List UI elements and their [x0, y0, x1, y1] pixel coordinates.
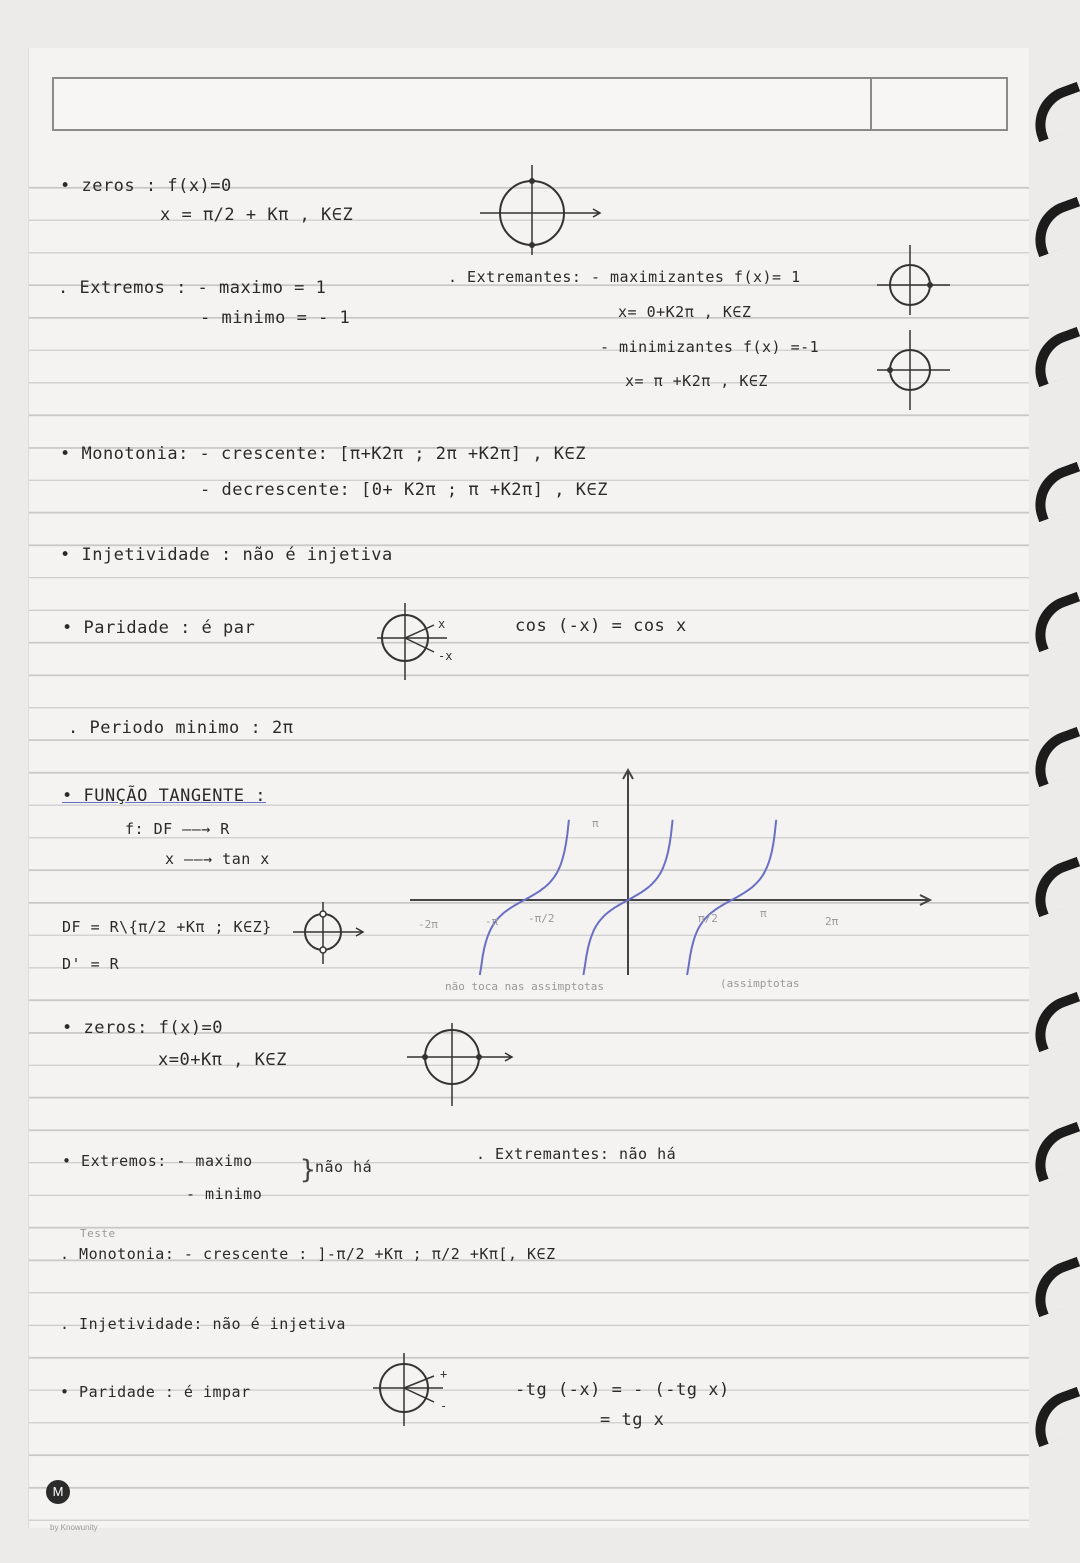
binder-ring: [1024, 1122, 1080, 1182]
tangente-monotonia: . Monotonia: - crescente : ]-π/2 +Kπ ; π/2 +Kπ[, K∈Z: [60, 1245, 556, 1263]
tangente-zeros-title: • zeros: f(x)=0: [62, 1018, 224, 1038]
binder-ring: [1024, 1257, 1080, 1317]
binder-ring: [1024, 327, 1080, 387]
paridade: • Paridade : é par: [62, 618, 256, 638]
extremos-title: . Extremos : - maximo = 1: [58, 278, 327, 298]
label-neg-pi: -π: [485, 915, 499, 928]
unit-circle-paridade: [372, 600, 482, 685]
label-half-pi: π/2: [698, 912, 718, 925]
paridade-equation: cos (-x) = cos x: [515, 616, 687, 636]
binder-ring: [1024, 857, 1080, 917]
tangent-graph: [400, 765, 940, 995]
binder-ring: [1024, 592, 1080, 652]
sign-minus: -: [440, 1399, 448, 1413]
tangente-title: • FUNÇÃO TANGENTE :: [62, 786, 266, 806]
unit-circle-min: [872, 325, 952, 415]
tangente-map-line2: x ——→ tan x: [165, 850, 270, 868]
extremantes-min-eq: x= π +K2π , K∈Z: [625, 372, 768, 390]
note-asymptotes: (assimptotas: [720, 977, 800, 990]
sign-plus: +: [440, 1367, 448, 1381]
label-neg-half-pi: -π/2: [528, 912, 555, 925]
brace: }: [300, 1155, 317, 1185]
unit-circle-max: [872, 240, 952, 320]
tangente-paridade: • Paridade : é impar: [60, 1383, 251, 1401]
tangente-paridade-eq1: -tg (-x) = - (-tg x): [515, 1380, 730, 1400]
zeros-title: • zeros : f(x)=0: [60, 176, 232, 196]
teste-note: Teste: [80, 1227, 116, 1240]
header-divider: [870, 77, 872, 131]
binder-ring: [1024, 1387, 1080, 1447]
binder-ring: [1024, 727, 1080, 787]
tangente-zeros-eq: x=0+Kπ , K∈Z: [158, 1050, 287, 1070]
periodo-minimo: . Periodo minimo : 2π: [68, 718, 294, 738]
logo-caption: by Knowunity: [50, 1523, 98, 1532]
angle-neg-x-label: -x: [438, 649, 453, 663]
binder-ring: [1024, 992, 1080, 1052]
injetividade: • Injetividade : não é injetiva: [60, 545, 393, 565]
binder-ring: [1024, 197, 1080, 257]
unit-circle-tan-paridade: [368, 1350, 478, 1430]
header-box: [52, 77, 1008, 131]
tangent-branch: [687, 820, 776, 975]
tangente-domain: DF = R\{π/2 +Kπ ; K∈Z}: [62, 918, 272, 936]
zeros-equation: x = π/2 + Kπ , K∈Z: [160, 205, 354, 225]
tangente-extremantes: . Extremantes: não há: [476, 1145, 677, 1163]
extremos-min: - minimo = - 1: [200, 308, 351, 328]
extremantes-max-eq: x= 0+K2π , K∈Z: [618, 303, 752, 321]
extremantes-min: - minimizantes f(x) =-1: [600, 338, 820, 356]
monotonia-title: • Monotonia: - crescente: [π+K2π ; 2π +K2π] , K∈Z: [60, 444, 587, 464]
label-2pi: 2π: [825, 915, 839, 928]
binder-ring: [1024, 82, 1080, 142]
angle-x-label: x: [438, 617, 446, 631]
tangente-map-line1: f: DF ——→ R: [125, 820, 230, 838]
tangente-extremos-result: não há: [315, 1158, 373, 1176]
label-pi-top: π: [592, 817, 599, 830]
extremantes-title: . Extremantes: - maximizantes f(x)= 1: [448, 268, 801, 286]
tangente-extremos-title: • Extremos: - maximo: [62, 1152, 253, 1170]
tangente-paridade-eq2: = tg x: [600, 1410, 665, 1430]
tangente-injetividade: . Injetividade: não é injetiva: [60, 1315, 346, 1333]
binder-ring: [1024, 462, 1080, 522]
monotonia-decrescente: - decrescente: [0+ K2π ; π +K2π] , K∈Z: [200, 480, 608, 500]
tangente-extremos-min: - minimo: [186, 1185, 263, 1203]
tangent-branch: [480, 820, 569, 975]
unit-circle-domain: [288, 900, 368, 970]
unit-circle-zeros: [470, 160, 610, 260]
knowunity-logo: M: [46, 1480, 70, 1504]
unit-circle-tan-zeros: [402, 1020, 517, 1110]
label-pi: π: [760, 907, 767, 920]
tangente-codomain: D' = R: [62, 955, 120, 973]
note-no-touch: não toca nas assimptotas: [445, 980, 604, 993]
label-neg-2pi: -2π: [418, 918, 438, 931]
